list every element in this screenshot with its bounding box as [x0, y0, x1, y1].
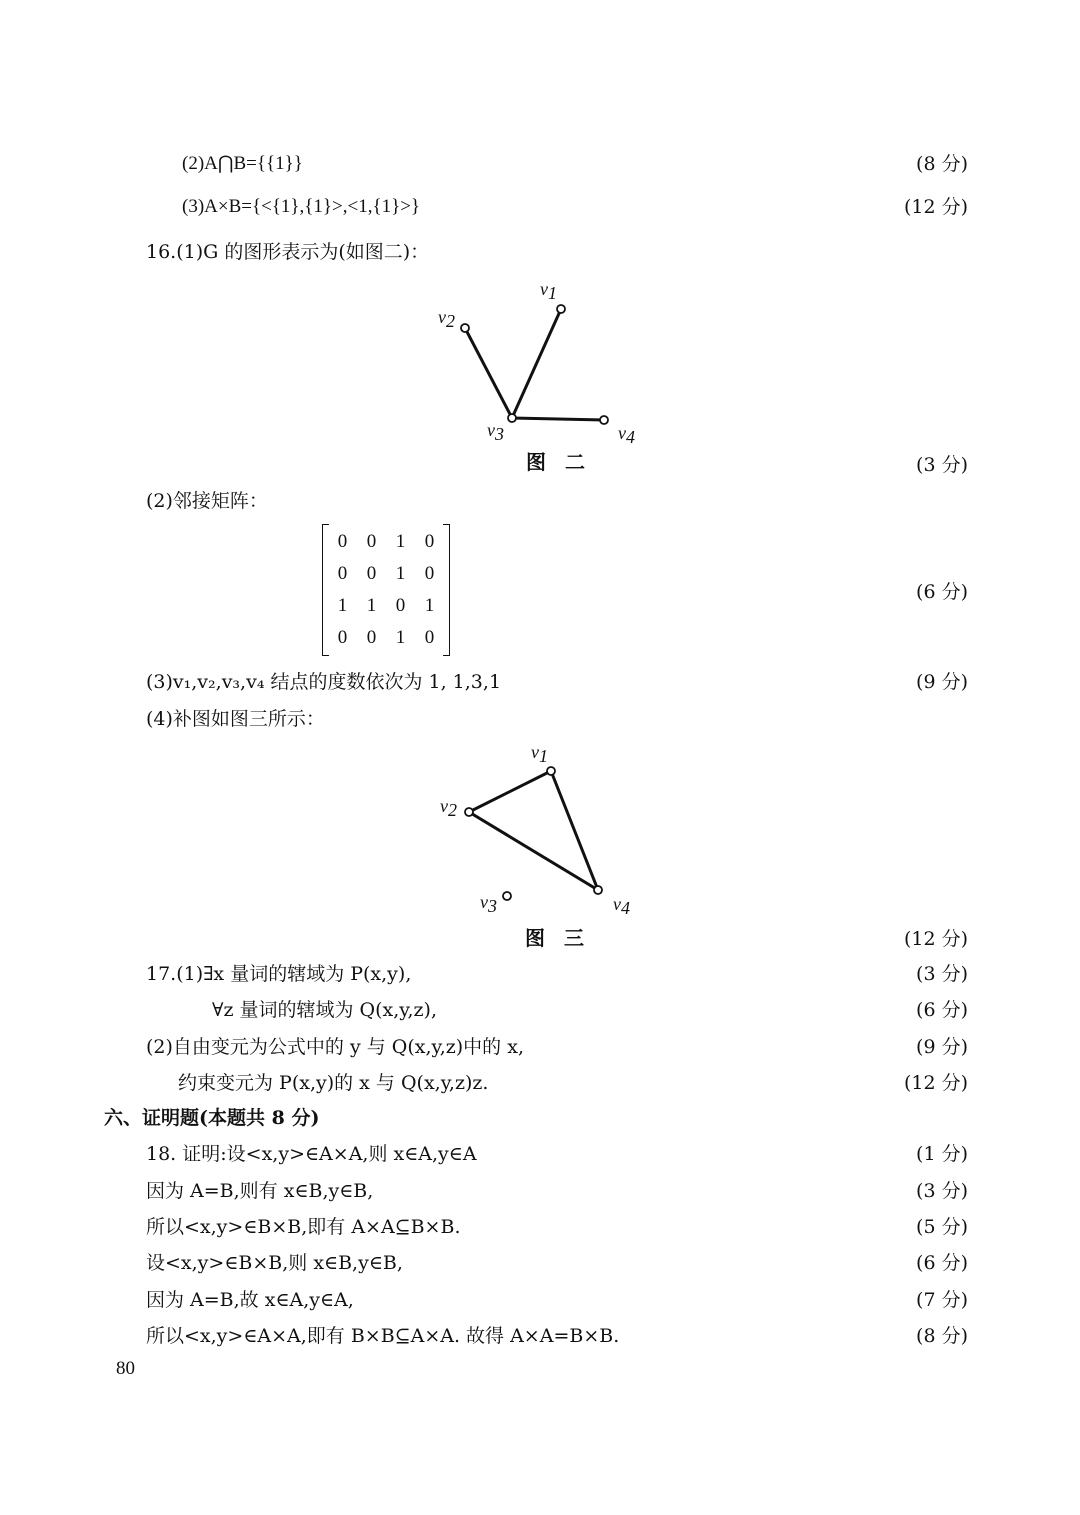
score: (1 分) [916, 1143, 968, 1165]
score: (3 分) [916, 1180, 968, 1202]
figure-2-graph [420, 270, 660, 450]
score: (12 分) [903, 1072, 968, 1094]
matrix-right-bracket [443, 524, 450, 656]
fig2-edges [465, 309, 604, 420]
line-q18-3: 所以<x,y>∈B×B,即有 A×A⊆B×B. [146, 1216, 461, 1238]
label-v1: v1 [531, 742, 548, 766]
matrix-cell: 0 [424, 627, 435, 648]
edge-v2-v4 [469, 812, 598, 890]
vertex-v4 [594, 886, 602, 894]
score: (3 分) [916, 454, 968, 476]
score: (6 分) [916, 581, 968, 603]
matrix-cell: 1 [395, 563, 406, 584]
line-intersection: (2)A⋂B={{1}} [182, 153, 303, 174]
score: (7 分) [916, 1289, 968, 1311]
matrix-cell: 0 [424, 563, 435, 584]
label-v2: v2 [440, 796, 457, 820]
edge-v3-v4 [512, 418, 604, 420]
vertex-v1 [557, 305, 565, 313]
matrix-cell: 1 [395, 531, 406, 552]
vertex-v1 [547, 767, 555, 775]
line-q16-intro: 16.(1)G 的图形表示为(如图二)： [146, 241, 430, 263]
vertex-v2 [461, 324, 469, 332]
matrix-row [328, 558, 444, 590]
label-v2: v2 [438, 307, 455, 331]
label-v4: v4 [613, 894, 630, 918]
matrix-cell: 0 [337, 627, 348, 648]
edge-v1-v3 [512, 309, 561, 418]
line-q18-5: 因为 A=B,故 x∈A,y∈A, [146, 1289, 354, 1311]
edge-v1-v4 [551, 771, 598, 890]
figure-3-caption: 图 三 [525, 926, 590, 950]
page-number: 80 [116, 1358, 135, 1379]
line-adjacency-intro: (2)邻接矩阵： [146, 490, 268, 512]
matrix-cell: 0 [424, 531, 435, 552]
vertex-v4 [600, 416, 608, 424]
line-cartesian-product: (3)A×B={<{1},{1}>,<1,{1}>} [182, 196, 421, 217]
line-q17-3: (2)自由变元为公式中的 y 与 Q(x,y,z)中的 x, [146, 1036, 524, 1058]
matrix-row [328, 590, 444, 622]
label-v1: v1 [540, 279, 557, 303]
matrix-row [328, 526, 444, 558]
matrix-cell: 1 [337, 595, 348, 616]
line-q18-4: 设<x,y>∈B×B,则 x∈B,y∈B, [146, 1252, 403, 1274]
matrix-cell: 0 [366, 563, 377, 584]
line-q18-2: 因为 A=B,则有 x∈B,y∈B, [146, 1180, 374, 1202]
edge-v1-v2 [469, 771, 551, 812]
score: (3 分) [916, 963, 968, 985]
score: (5 分) [916, 1216, 968, 1238]
label-v3: v3 [487, 420, 504, 444]
matrix-cell: 0 [366, 531, 377, 552]
section-heading: 六、证明题(本题共 8 分) [104, 1107, 320, 1129]
figure-3-graph [420, 740, 660, 920]
matrix-cell: 0 [337, 531, 348, 552]
fig3-edges [469, 771, 598, 890]
score: (6 分) [916, 1252, 968, 1274]
score: (6 分) [916, 999, 968, 1021]
label-v4: v4 [618, 423, 635, 447]
vertex-v3 [508, 414, 516, 422]
vertex-v2 [465, 808, 473, 816]
vertex-v3 [503, 892, 511, 900]
line-q18-1: 18. 证明:设<x,y>∈A×A,则 x∈A,y∈A [146, 1143, 477, 1165]
line-q17-2: ∀z 量词的辖域为 Q(x,y,z), [212, 999, 438, 1021]
line-q17-4: 约束变元为 P(x,y)的 x 与 Q(x,y,z)z. [178, 1072, 489, 1094]
edge-v2-v3 [465, 328, 512, 418]
line-degrees: (3)v₁,v₂,v₃,v₄ 结点的度数依次为 1, 1,3,1 [146, 671, 502, 693]
line-q17-1: 17.(1)∃x 量词的辖域为 P(x,y), [146, 963, 412, 985]
score: (12 分) [903, 196, 968, 218]
matrix-cell: 1 [366, 595, 377, 616]
line-q18-6: 所以<x,y>∈A×A,即有 B×B⊆A×A. 故得 A×A=B×B. [146, 1325, 620, 1347]
adjacency-matrix [322, 524, 450, 656]
label-v3: v3 [480, 892, 497, 916]
matrix-cell: 1 [424, 595, 435, 616]
line-complement-intro: (4)补图如图三所示： [146, 708, 325, 730]
matrix-cell: 0 [337, 563, 348, 584]
score: (12 分) [903, 928, 968, 950]
matrix-cell: 0 [395, 595, 406, 616]
score: (8 分) [916, 1325, 968, 1347]
matrix-row [328, 622, 444, 654]
score: (9 分) [916, 671, 968, 693]
matrix-cell: 0 [366, 627, 377, 648]
score: (8 分) [916, 153, 968, 175]
score: (9 分) [916, 1036, 968, 1058]
figure-2-caption: 图 二 [526, 450, 591, 474]
matrix-cell: 1 [395, 627, 406, 648]
